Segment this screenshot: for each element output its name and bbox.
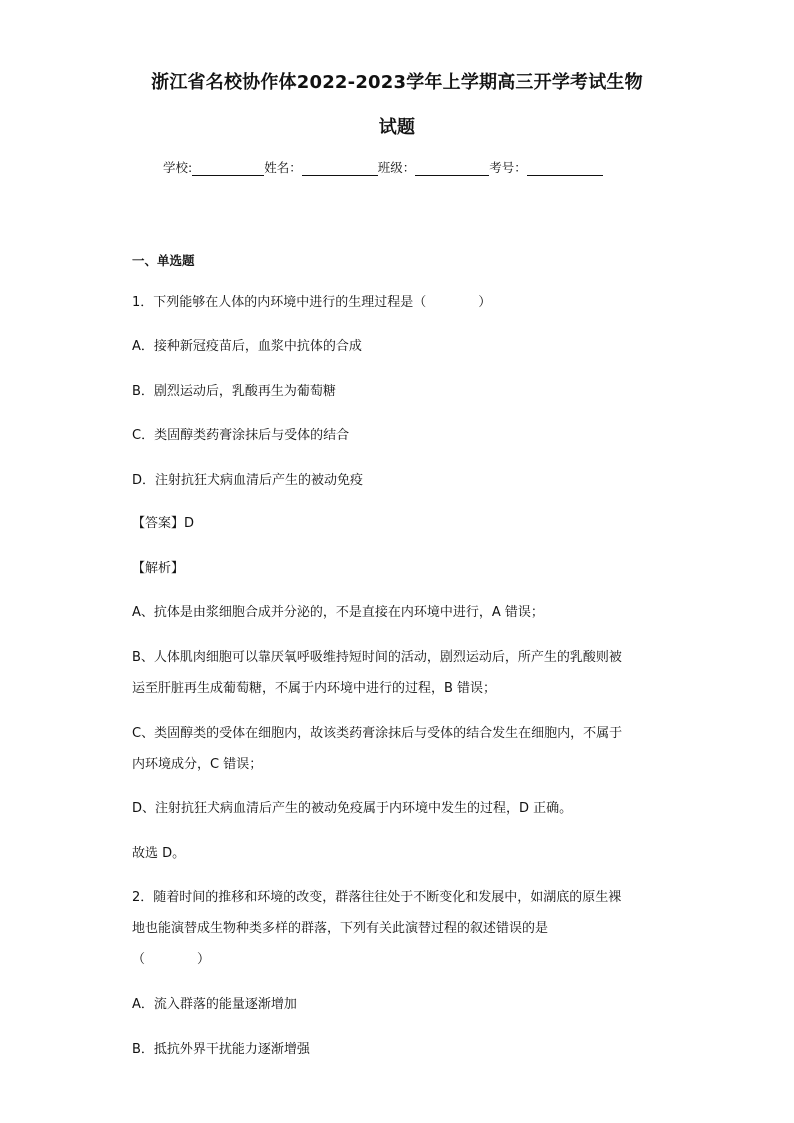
question-2-option-a: A．流入群落的能量逐渐增加 — [132, 997, 297, 1012]
question-1-option-c: C．类固醇类药膏涂抹后与受体的结合 — [132, 428, 350, 443]
analysis-line: C、类固醇类的受体在细胞内，故该类药膏涂抹后与受体的结合发生在细胞内，不属于 — [132, 726, 623, 741]
name-blank — [302, 161, 378, 176]
analysis-line: 内环境成分，C 错误； — [132, 757, 263, 772]
analysis-line: 故选 D。 — [132, 846, 186, 861]
question-1-answer: 【答案】D — [132, 516, 195, 531]
student-info-row — [163, 158, 603, 176]
analysis-line: D、注射抗狂犬病血清后产生的被动免疫属于内环境中发生的过程，D 正确。 — [132, 801, 573, 816]
number-label: 考号： — [489, 160, 527, 175]
school-blank — [192, 161, 264, 176]
question-1-option-d: D．注射抗狂犬病血清后产生的被动免疫 — [132, 473, 364, 488]
analysis-line: 运至肝脏再生成葡萄糖，不属于内环境中进行的过程，B 错误； — [132, 681, 497, 696]
question-2-stem-line2: 地也能演替成生物种类多样的群落，下列有关此演替过程的叙述错误的是 — [132, 921, 549, 936]
question-1-option-b: B．剧烈运动后，乳酸再生为葡萄糖 — [132, 384, 336, 399]
class-blank — [415, 161, 489, 176]
question-2-stem-line1: 2．随着时间的推移和环境的改变，群落往往处于不断变化和发展中，如湖底的原生裸 — [132, 890, 622, 905]
question-1-analysis-label: 【解析】 — [132, 561, 185, 576]
question-1-stem: 1．下列能够在人体的内环境中进行的生理过程是（ ） — [132, 295, 492, 310]
class-label: 班级： — [377, 160, 416, 175]
question-2-option-b: B．抵抗外界干扰能力逐渐增强 — [132, 1042, 310, 1057]
document-title-line1: 浙江省名校协作体2022-2023学年上学期高三开学考试生物 — [151, 72, 643, 93]
question-1-option-a: A．接种新冠疫苗后，血浆中抗体的合成 — [132, 339, 362, 354]
school-label: 学校: — [163, 160, 193, 175]
analysis-line: A、抗体是由浆细胞合成并分泌的，不是直接在内环境中进行，A 错误； — [132, 605, 544, 620]
section-heading: 一、单选题 — [132, 253, 195, 268]
analysis-line: B、人体肌肉细胞可以靠厌氧呼吸维持短时间的活动，剧烈运动后，所产生的乳酸则被 — [132, 650, 622, 665]
name-label: 姓名： — [264, 160, 302, 175]
number-blank — [527, 161, 603, 176]
document-title-line2: 试题 — [378, 117, 416, 138]
question-2-stem-line3: （ ） — [132, 952, 211, 967]
